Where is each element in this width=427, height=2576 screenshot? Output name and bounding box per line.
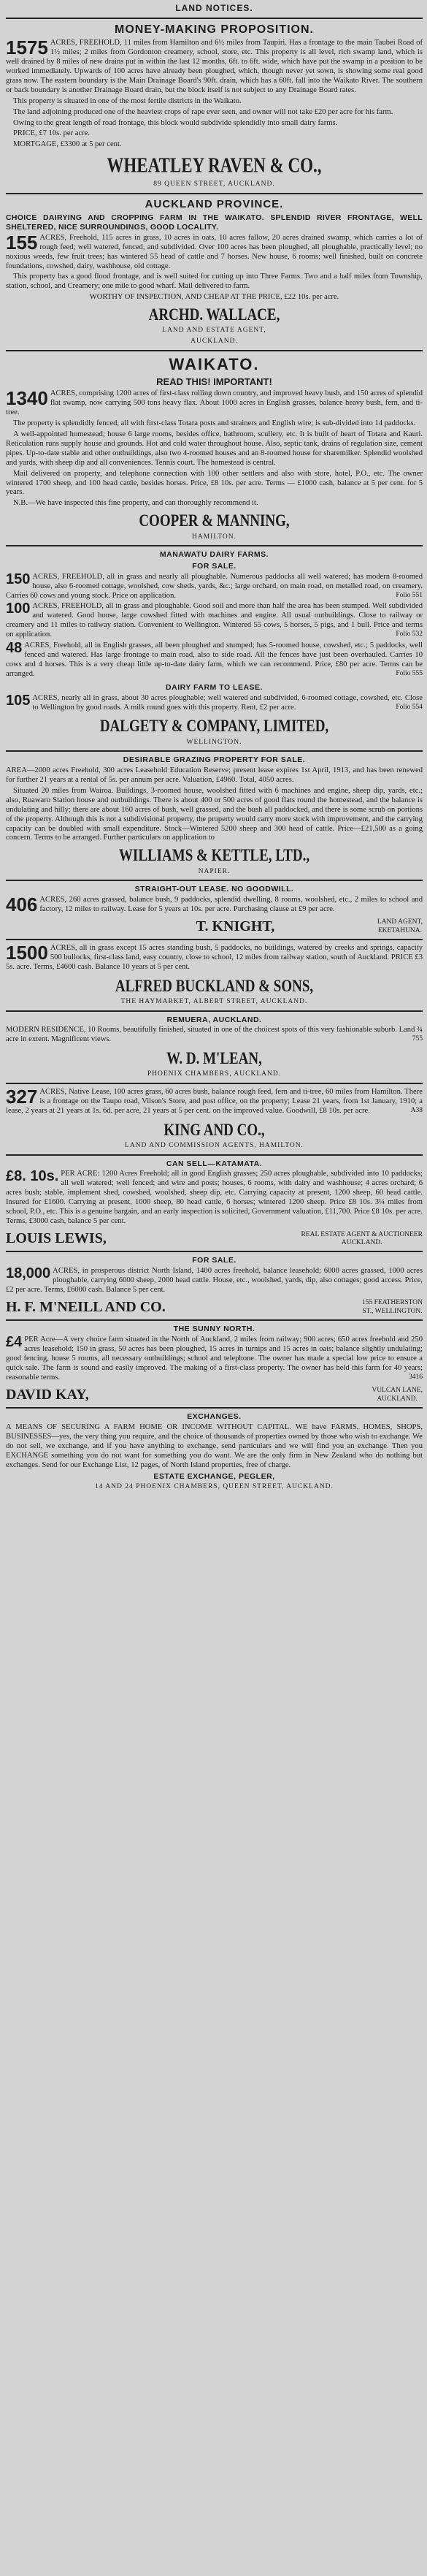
- ad-subtitle: FOR SALE.: [192, 561, 236, 571]
- mortgage: MORTGAGE, £3300 at 5 per cent.: [13, 140, 122, 149]
- ad-title: THE SUNNY NORTH.: [173, 1325, 255, 1334]
- ad-straight-out-lease: [6, 880, 423, 935]
- paragraph: This property has a good flood frontage, and is well suited for cutting up into Three Farms. Two and a half miles from Township, station, school, and Creamery; one mile to good wharf. Mail delivered to farm.: [6, 273, 423, 291]
- lead-number: 327: [6, 1086, 38, 1108]
- ad-subtitle: READ THIS! IMPORTANT!: [156, 376, 272, 388]
- paragraph: MODERN RESIDENCE, 10 Rooms, beautifully finished, situated in one of the choicest spots of this very fashionable suburb. Land ¾ acre in extent. Magnificent views.: [6, 1026, 423, 1044]
- firm-address: WELLINGTON.: [186, 738, 242, 746]
- ad-remuera: [6, 1010, 423, 1079]
- paragraph: PER ACRE: 1200 Acres Freehold; all in good English grasses; 250 acres ploughable, subdivided into 10 paddocks; all well watered; well fenced; and wire and posts; houses, 6 rooms, with dairy and washhouse; 4 acres orchard; 6 acres bush; stable, implement shed, cowshed, woolshed, sheep dip, etc. Carrying capacity at present, 1200 sheep, 60 head cattle. Insured for £1600. Carrying at present, 1000 sheep, 80 head cattle, 6 horses; wintered 1200 sheep. Price £8 10s. 3¼ miles from school, P.O., etc. This is a genuine bargain, and an early inspection is solicited, Government valuation, £11,700. Price £8 10s. per acre. Terms, £3000 cash, balance 5 per cent.: [6, 1170, 423, 1225]
- address-line: AUCKLAND.: [341, 1238, 382, 1246]
- paragraph: ACRES, all in grass except 15 acres standing bush, 5 paddocks, no buildings, watered by creeks and springs, capacity 500 bullocks, first-class land, easy country, close to school, 12 miles from railway station, south of Auckland. PRICE £3 5s. acre. Terms, £4600 cash. Balance 10 years at 5 per cent.: [6, 944, 423, 971]
- address-line: LAND AGENT,: [377, 918, 423, 926]
- firm-address: HAMILTON.: [192, 533, 236, 541]
- ad-title: AUCKLAND PROVINCE.: [145, 197, 284, 210]
- firm-address: [377, 918, 423, 935]
- ad-body: [6, 231, 423, 272]
- signature-line: [6, 1386, 423, 1403]
- divider: [6, 1010, 423, 1012]
- ad-body: [6, 39, 423, 96]
- lead-number: 100: [6, 601, 31, 617]
- divider: [6, 1154, 423, 1156]
- firm-name: DALGETY & COMPANY, LIMITED,: [99, 717, 329, 736]
- lead-number: 1340: [6, 387, 48, 410]
- address-line: VULCAN LANE,: [372, 1387, 423, 1395]
- paragraph: The property is splendidly fenced, all with first-class Totara posts and strainers and English wire; is sub-divided into 14 paddocks.: [13, 419, 416, 428]
- ad-title: EXCHANGES.: [187, 1412, 242, 1422]
- divider: [6, 18, 423, 19]
- ad-body: [6, 1170, 423, 1227]
- address-line: ST., WELLINGTON.: [362, 1307, 423, 1315]
- firm-address: NAPIER.: [198, 867, 231, 875]
- ad-native-lease: [6, 1083, 423, 1151]
- farm-listing: [6, 641, 423, 679]
- paragraph: ACRES, Freehold, 115 acres in grass, 10 acres in oats, 10 acres fallow, 20 acres drained swamp, which carries a lot of rough feed; well watered, fenced, and subdivided. Over 100 acres has been ploughed, all ploughable, practically level; no noxious weeds, few fruit trees; has wintered 55 head of cattle and 7 horses. New house, 6 rooms; well finished, built on concrete foundations, cowshed, dairy, washhouse, old cottage.: [6, 233, 423, 270]
- paragraph: A well-appointed homestead; house 6 large rooms, besides office, bathroom, scullery, etc. It is built of heart of Totara and Kauri. Reticulation runs supply house and grounds. Hot and cold water throughout house. Also, septic tank, drains of regulation size, cement pipes. Up-to-date stable and other outbuildings, also two 4-roomed houses and an 8-roomed house for sharemilker. Splendid woolshed and yards, with sheep dip and all conveniences. Tennis court. The homestead is central.: [6, 430, 423, 467]
- ad-body: [6, 389, 423, 418]
- ad-title: CAN SELL—KATAMATA.: [166, 1159, 263, 1168]
- firm-name: ESTATE EXCHANGE, PEGLER,: [153, 1472, 275, 1482]
- lead-number: 155: [6, 231, 38, 254]
- divider: [6, 1407, 423, 1409]
- paragraph: ACRES, Freehold, all in English grasses, all been ploughed and stumped; has 5-roomed house, cowshed, etc.; 5 paddocks, well fenced and watered. Has large frontage to main road, also to side road. All the fences have just been overhauled. Carries 10 cows and 4 horses. This is a very cheap little up-to-date dairy farm, which we can recommend. Price, £80 per acre. Terms can be arranged.: [6, 641, 423, 678]
- ad-exchanges: [6, 1407, 423, 1492]
- paragraph: AREA—2000 acres Freehold, 300 acres Leasehold Education Reserve; present lease expires 1st April, 1913, and has been renewed for further 21 years at a rental of 5s. per annum per acre. Valuation, £4960. Total, 4050 acres.: [6, 766, 423, 784]
- ad-title: REMUERA, AUCKLAND.: [166, 1015, 262, 1024]
- firm-address: 89 QUEEN STREET, AUCKLAND.: [153, 180, 275, 188]
- price: PRICE, £7 10s. per acre.: [13, 129, 91, 138]
- firm-name: W. D. M'LEAN,: [166, 1050, 262, 1069]
- paragraph: This property is situated in one of the most fertile districts in the Waikato.: [13, 96, 242, 105]
- firm-address: [362, 1299, 423, 1316]
- ad-money-making-proposition: [6, 18, 423, 189]
- address-line: REAL ESTATE AGENT & AUCTIONEER: [301, 1230, 423, 1238]
- ad-title: STRAIGHT-OUT LEASE. NO GOODWILL.: [134, 885, 294, 894]
- folio-ref: Folio 532: [396, 630, 423, 639]
- paragraph: Situated 20 miles from Wairoa. Buildings, 3-roomed house, woolshed fitted with 6 machines and engine, sheep dip, yards, etc.; also, Ruawaro Station house and outbuildings. There is about 400 or 500 acres of good flats round the homestead, and the balance is undulating and hilly; there are about 160 acres of bush, well grassed, and the bush all paddocked, and there is some scrub on portions of the property. Although this is not a subdivisional property, the property would carry more stock with improvement, and the carrying capacity can be doubled with small expenditure. Stock—Wintered 5200 sheep and 300 head of cattle. Price—£21,500 as a going concern. Terms to be arranged. Further particulars on application to: [6, 786, 423, 842]
- paragraph: ACRES, 260 acres grassed, balance bush, 9 paddocks, splendid dwelling, 8 rooms, woolshed, etc., 2 miles to school and factory, 12 miles to railway. Lease for 5 years at 10s. per acre. Purchasing clause at £9 per acre.: [39, 895, 423, 913]
- firm-name: WHEATLEY RAVEN & CO.,: [107, 154, 322, 178]
- lead-number: £8. 10s.: [6, 1168, 59, 1185]
- paragraph: ACRES, nearly all in grass, about 30 acres ploughable; well watered and subdivided, 6-roomed cottage, cowshed, etc. Close to Wellington by good roads. A milk round goes with this property. Rent, £2 per acre.: [32, 693, 423, 712]
- divider: [6, 1083, 423, 1084]
- firm-name: WILLIAMS & KETTLE, LTD.,: [118, 847, 310, 866]
- paragraph: ACRES, FREEHOLD, 11 miles from Hamilton and 6½ miles from Taupiri. Has a frontage to the main Taubei Road of 1½ miles; 2 miles from Gordonton creamery, school, store, etc. This property is all level, rich swamp land, which is well drained by 8 miles of new drains put in within the last 12 months, 6ft. to 6ft. wide, which have put the swamp in a position to be worked immediately. Upwards of 100 acres have already been ploughed, which, though never yet sown, is showing some real good grass now. The eastern boundary is the Main Drainage Board's 90ft. drain, which has a 60ft. fall into the Waikato River. The southern or back boundary is another Drainage Board drain, but the block itself is not subject to any Drainage Board rates.: [6, 39, 423, 94]
- ad-desirable-grazing-property: [6, 750, 423, 876]
- paragraph: The land adjoining produced one of the heaviest crops of rape ever seen, and owner will not take £20 per acre for his farm.: [13, 107, 393, 116]
- paragraph: Mail delivered on property, and telephone connection with 100 other settlers and also with store, hotel, P.O., etc. The owner wintered 1700 sheep, and 100 head cattle, besides horses. Price, £8 10s. per acre. Terms — £1000 cash, balance at 5 per cent. for 5 years.: [6, 469, 423, 497]
- firm-name: ARCHD. WALLACE,: [148, 306, 280, 325]
- section-header: LAND NOTICES.: [175, 3, 253, 13]
- ad-buckland-1500-acres: [6, 939, 423, 1007]
- paragraph: ACRES, FREEHOLD, all in grass and ploughable. Good soil and more than half the area has been stumped. Well subdivided and watered. Good house, large cowshed fitted with machines and engine. All usual outbuildings. Close to railway or creamery and 11 miles to railway station. Convenient to Wellington. Wintered 55 cows, 5 horses, 5 pigs, and 1 bull. Price and terms on application.: [6, 602, 423, 639]
- ad-title: DESIRABLE GRAZING PROPERTY FOR SALE.: [123, 755, 306, 765]
- paragraph: ACRES, Native Lease, 100 acres grass, 60 acres bush, balance rough feed, fern and ti-tree, 60 miles from Hamilton. There is a frontage on the Taupo road, Vilson's Store, and post office, on the property; Lease 21 years, from 1st January, 1910; a lease, 2 years at 21 years at 1s. 6d. per acre, 21 years at 5 per cent. on the improved value. Goodwill, £8 10s. per acre.: [6, 1088, 423, 1115]
- ad-body: [6, 1335, 423, 1383]
- ref-number: A38: [410, 1106, 423, 1114]
- ref-number: 755: [412, 1035, 423, 1043]
- ad-sunny-north: [6, 1319, 423, 1403]
- ad-body: [6, 944, 423, 972]
- firm-name: H. F. M'NEILL AND CO.: [6, 1298, 166, 1315]
- farm-listing: [6, 602, 423, 640]
- divider: [6, 1251, 423, 1252]
- divider: [6, 193, 423, 194]
- firm-address: 14 AND 24 PHOENIX CHAMBERS, QUEEN STREET, AUCKLAND.: [95, 1483, 334, 1491]
- firm-address: [372, 1387, 423, 1403]
- firm-name: T. KNIGHT,: [196, 918, 275, 934]
- ad-body: [6, 1267, 423, 1295]
- firm-address: PHOENIX CHAMBERS, AUCKLAND.: [147, 1070, 282, 1078]
- divider: [6, 545, 423, 546]
- ad-title: FOR SALE.: [192, 1256, 236, 1265]
- ad-body: [6, 1026, 423, 1045]
- ad-title: MANAWATU DAIRY FARMS.: [159, 550, 269, 560]
- address-line: 155 FEATHERSTON: [362, 1299, 423, 1307]
- ad-title: WAIKATO.: [169, 354, 260, 373]
- ad-katamata: [6, 1154, 423, 1248]
- firm-name: COOPER & MANNING,: [139, 512, 290, 531]
- paragraph: ACRES, comprising 1200 acres of first-class rolling down country, and improved heavy bush, and 150 acres of splendid flat swamp, now carrying 500 tons heavy flax. About 1000 acres in English grasses, balance heavy bush, fern, and ti-tree.: [6, 389, 423, 417]
- ad-auckland-province: [6, 193, 423, 346]
- folio-ref: Folio 555: [396, 669, 423, 677]
- firm-address: LAND AND COMMISSION AGENTS, HAMILTON.: [125, 1142, 304, 1149]
- worthy-line: WORTHY OF INSPECTION, AND CHEAP AT THE PRICE, £22 10s. per acre.: [89, 293, 339, 302]
- lead-number: £4: [6, 1334, 23, 1351]
- divider: [6, 750, 423, 752]
- ad-title: MONEY-MAKING PROPOSITION.: [114, 23, 314, 36]
- paragraph: A MEANS OF SECURING A FARM HOME OR INCOME WITHOUT CAPITAL. WE have FARMS, HOMES, SHOPS, BUSINESSES—yes, the very thing you require, and the choice of thousands of properties owned by those who wish to exchange. We do not sell, we exchange, and if you have anything to exchange, send particulars and we will find you an exchange. Then you EXCHANGE something you do not want for something you do want. We are the only firm in New Zealand who do nothing but exchanges. Send for our Exchange List, 12 pages, of North Island properties, free of charge.: [6, 1422, 423, 1469]
- signature-line: [6, 1298, 423, 1316]
- address-line: AUCKLAND.: [377, 1395, 418, 1403]
- firm-address: [301, 1231, 423, 1248]
- divider: [6, 880, 423, 881]
- divider: [6, 1319, 423, 1321]
- lead-number: 406: [6, 893, 38, 915]
- paragraph: ACRES, FREEHOLD, all in grass and nearly all ploughable. Numerous paddocks all well watered; has modern 8-roomed house, also 6-roomed cottage, woolshed, cow sheds, yards, &c.; large orchard, on main road, on metalled road, on creamery. Carries 60 cows and young stock. Price on application.: [6, 572, 423, 600]
- firm-name: DAVID KAY,: [6, 1386, 89, 1403]
- lead-number: 1500: [6, 942, 48, 964]
- section-subhead: DAIRY FARM TO LEASE.: [166, 682, 263, 692]
- firm-address: AUCKLAND.: [191, 338, 238, 345]
- lead-number: 105: [6, 692, 31, 709]
- ad-body: [6, 893, 423, 915]
- signature-line: [6, 918, 423, 935]
- lead-number: 48: [6, 640, 23, 657]
- firm-name: ALFRED BUCKLAND & SONS,: [115, 977, 314, 997]
- divider: [6, 350, 423, 351]
- lead-number: 150: [6, 571, 31, 587]
- paragraph: Owing to the great length of road frontage, this block would subdivide splendidly into small dairy farms.: [13, 118, 338, 127]
- lead-number: 1575: [6, 37, 48, 59]
- ad-waikato: [6, 350, 423, 542]
- signature-line: [6, 1230, 423, 1247]
- lead-number: 18,000: [6, 1265, 51, 1282]
- firm-address: LAND AND ESTATE AGENT,: [162, 327, 266, 335]
- ad-body: [6, 1088, 423, 1116]
- ad-manawatu-dairy-farms: [6, 545, 423, 747]
- ad-lead: CHOICE DAIRYING AND CROPPING FARM IN THE WAIKATO. SPLENDID RIVER FRONTAGE, WELL SHELTERED, NICE SURROUNDINGS, GOOD LOCALITY.: [6, 213, 423, 232]
- farm-listing: [6, 573, 423, 601]
- folio-ref: Folio 554: [396, 703, 423, 711]
- paragraph: ACRES, in prosperous district North Island, 1400 acres freehold, balance leasehold; 6000 acres grassed, 1000 acres ploughable, carrying 6000 sheep, 2000 head cattle. House, etc., woolshed, yards, dip, also cottages; good access. Price, £2 per acre. Terms, £6000 cash. Balance 5 per cent.: [6, 1267, 423, 1294]
- divider: [6, 939, 423, 940]
- firm-name: KING AND CO.,: [164, 1121, 265, 1140]
- folio-ref: Folio 551: [396, 591, 423, 599]
- ad-for-sale-18000-acres: [6, 1251, 423, 1316]
- ref-number: 3416: [409, 1373, 423, 1381]
- paragraph: N.B.—We have inspected this fine property, and can thoroughly recommend it.: [13, 499, 258, 508]
- paragraph: PER Acre—A very choice farm situated in the North of Auckland, 2 miles from railway; 900 acres; 650 acres freehold and 250 acres leasehold; 150 in grass, 50 acres has been ploughed, 15 acres in turnips and 15 acres in oats; balance slightly undulating; good fencing, house 5 rooms, all necessary outbuildings; school and telephone. The owner has made a special low price to ensure a quick sale. The farm is sound and easily improved. The making of a first-class property. The owner has held this farm for 40 years; reasonable terms.: [6, 1335, 423, 1382]
- address-line: EKETAHUNA.: [377, 926, 423, 934]
- firm-address: THE HAYMARKET, ALBERT STREET, AUCKLAND.: [120, 998, 308, 1006]
- farm-listing: [6, 694, 423, 713]
- firm-name: LOUIS LEWIS,: [6, 1230, 107, 1246]
